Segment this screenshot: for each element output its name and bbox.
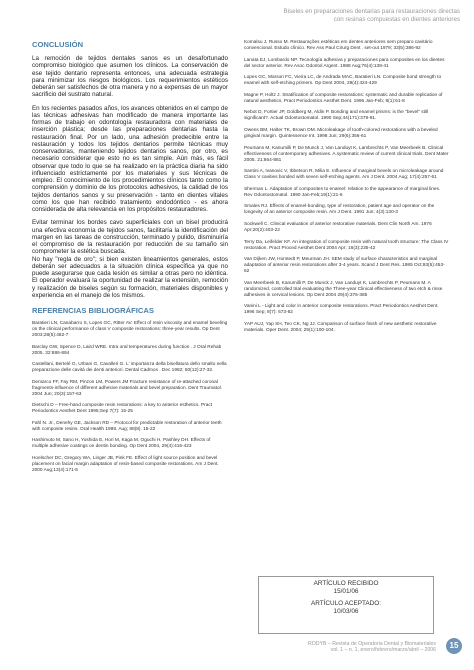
running-head-line-2: con resinas compuestas en dientes anteriores [333, 16, 460, 23]
conclusion-heading: CONCLUSIÓN [32, 40, 84, 49]
right-column [244, 40, 449, 340]
reference-item: Komalsu J, Russo M. Restaurações estéticas em dentes anteriores sem preparo cavitário convencional. Estudo clínico. Rev Ass Paul Cirurg Dent . set-out 1979; 33(5):386-92 [244, 40, 433, 51]
reference-item: Sherman L. Adaptation of composites to enamel: relation to the appearance of marginal lines. Rev Odontostomatol. 1990 Jan-Feb;19(1):21-6 [244, 186, 441, 198]
reference-item: Baratieri LN, Canabarro S, Lopes GC, Ritter AV. Effect of resin viscosity and enamel beveling on the clinical performance of class V composite restorations: three-year results. Op Dent 2003;28(5):482-7 [32, 321, 228, 338]
reference-item: Lanata EJ, Lombardo NP. Tecnología adhesiva y preparaciones para composites en los dientes del sector anterior. Rev Asoc Odontol Argent. 1988 Aug;76(4):138-41 [244, 57, 445, 69]
left-column [32, 40, 228, 479]
running-head-line-1: Biseles en preparaciones dentarias para restauraciones directas [283, 8, 460, 15]
reference-item: Smales RJ. Effects of enamel-bonding, type of restoration, patient age and operator on the longevity of an anterior composite resin. Am J Dent. 1991 Jun; 4(3):130-3 [244, 204, 435, 216]
reference-item: Sockwell C. Clinical evaluation of anterior restorative materials. Dent Clin North Am. 1976 Apr;20(2):403-22 [244, 221, 432, 233]
reference-item: Castellani, Bertelé G, Urbani G, Cavalleri G. L' importanza della bisellatura dello smalto nella preparazione delle cavità dei denti anteriori. Dental Cadmos . Dec 1982; 50(12):27-32. [32, 362, 227, 373]
journal-issue: vol. 1 – n. 1, enero/febrero/marzo/abril – 2006 [330, 647, 436, 654]
reference-item: Fahl N. Jr., Denehy GE, Jackson RD – Protocol for predictable restoration of anterior teeth with composite resins. Oral Health 1998. Aug; 88(8). 15-22 [32, 420, 222, 432]
reference-item: Dietschi D – Free-hand composite resin restorations: a key to anterior esthetics. Pract Periodontics Aesthet Dent 1995;Sep 7(7): 15-25 [32, 403, 213, 414]
conclusion-paragraph: No hay "regla de oro"; si bien existen lineamientos generales, estos deberán ser adecuados a la situación clínica específica ya que no puede asegurarse que cada lesión es similar a otras pero no idéntica. El operador evaluará la oportunidad de realizar la extensión, remoción y realización de biseles según su formación, materiales disponibles y experiencia en el manejo de los mismos. [32, 255, 228, 299]
reference-item: Van Dijken JW, Horstedt P, Meurman JH. SEM study of surface characteristics and marginal adaptation of anterior resin restorations after 3-4 years. Scand J Dent Res. 1985 Oct;93(5):453-62 [244, 257, 445, 275]
reference-item: Lopes GC, Marson FC, Vieira LC, de Andrada MAC, Baratieri LN. Composite bond strength to enamel with self-etching primers. Op Dent 2004, 29(4):424-429 [244, 75, 442, 87]
page-number: 15 [446, 638, 462, 654]
reference-item: Owens BM, Halter TK, Brown DM. Microleakage of tooth-colored restorations with a beveled gingival margin. Quintessence Int. 1998 Jun; 29(6):356-61 [244, 127, 438, 139]
references-heading: REFERENCIAS BIBLIOGRÁFICAS [32, 306, 154, 315]
conclusion-paragraph: La remoción de tejidos dentales sanos es un desafortunado compromiso biológico que asumen los clínicos. La conservación de ese tejido dentario representa entonces, una adecuada estrategia para minimizar los riesgos biológicos. Los requerimientos estéticos deberán ser satisfechos de otra manera y no a expensas de un mayor sacrificio del sustrato natural. [32, 55, 228, 99]
journal-name: RODYB – Revista de Operatoria Dental y Biomateriales [307, 641, 436, 647]
accepted-date: 10/03/06 [333, 607, 359, 615]
received-label: ARTÍCULO RECIBIDO [313, 580, 379, 587]
reference-item: Nebot D, Fortier JP, Goldberg M, Aldin P. Bonding and enamel prisms: is the "bevel" still significant?. Actual Odontostomatol. 1990 Sep;44(171):379-91. [244, 110, 429, 122]
reference-item: Hashimoto M, Sano H, Yoshida E, Hori M, Kaga M, Oguchi H, Pashley DH. Effects of multiple adhesive coatings on dentin bonding. Op Dent 2004, 29(4):416-423 [32, 438, 211, 449]
footer [176, 641, 436, 654]
accepted-label: ARTÍCULO ACEPTADO: [310, 600, 382, 608]
reference-item: Magne P, Holtz J. Stratification of composite restorations: systematic and durable replication of natural aesthetics. Pract Periodontics Aesthet Dent. 1996 Jan-Feb; 8(1):61-8 [244, 92, 443, 104]
conclusion-paragraph: Evitar terminar los bordes cavo superficiales con un bisel producirá una efectiva economía de tejidos sanos, facilitaría la identificación del margen en las tareas de construcción, terminado y pulido, disminuiría el compromiso de la restauración por reducción de su tamaño sin comprometer la estética buscada. [32, 219, 228, 256]
reference-item: Demarco FF, Fay RM, Pinzon LM, Powers JM Fracture resistance of re-attached coronal fragments-influence of different adhesive materials and bevel preparation. Dent Traumatol. 2004 Jun; 20(3):157-63 [32, 379, 223, 397]
reference-item: Barclay GW, Spence D, Laird WRE. Intra oral temperatures during function . J Oral Rehab 2005. 32:886-894 [32, 344, 222, 356]
reference-item: YAP AUJ, Yap SH, Teo CK, Ng JJ. Comparison of surface finish of new aesthetic restorative materials. Oper Dent. 2004; 29(1):100-104. [244, 321, 437, 333]
article-dates-box [258, 576, 434, 634]
reference-item: Vanini L - Light and color in anterior composite restorations. Pract Periodontics Aesthet Dent. 1996 Sep; 8(7): 673-82 [244, 304, 439, 316]
conclusion-paragraph: En los recientes pasados años, los avances obtenidos en el campo de las técnicas adhesivas han modificado de manera importante las formas de trabajo en odontología restauradora con materiales de inserción plástica; desde las preparaciones dentarias hasta la restauración final. Por un lado, una adhesión predecible entre la restauración y todos los tejidos dentarios permite técnicas muy conservadoras, manteniendo tejidos dentarios sanos, por otro, es necesario considerar que esto no es tan simple. Aún más, es fácil observar que todo lo que se ha realizado en la práctica diaria ha sido influenciado estrictamente por los materiales y sus técnicas de empleo. El conocimiento de los procedimientos clínicos tanto como la comprensión y dominio de los protocolos adhesivos, la calidad de los tejidos dentarios sanos y su preservación - tanto en dientes vitales como los que han recibido tratamiento endodóntico - es ahora considerada de alta relevancia en los propósitos restauradores. [32, 104, 228, 213]
reference-item: Terry Da, Leifelder KF. An integration of composite resin with natural tooth structure: The Class IV restoration. Pract Proced Aesthet Dent 2004 Apr; 16(3):235-42 [244, 239, 449, 251]
reference-item: Santini A, Ivanovic V, Ibbetson R, Milia E. Influence of marginal bevels on microleakage around Class V cavities bonded with seven self-etching agents. Am J Dent. 2004 Aug; 17(4):257-61 [244, 169, 444, 181]
received-date: 15/01/06 [333, 587, 359, 595]
running-head [160, 8, 460, 24]
reference-item: Peumans M, Kanumilli P, De Munck J, Van Landuyt K, Lambrechts P, Van Meerbeek B. Clinical effectiveness of contemporary adhesives. A systematic review of current clinical trials. Dent Mater 2005. 21:864-881 [244, 145, 449, 163]
reference-item: Hoelscher DC, Gregory WA, Linger JB, Pink FE. Effect of light source position and bevel placement on facial margin adaptation of resin-based composite restorations. Am J Dent. 2000 Aug;13(4):171-5 [32, 455, 219, 473]
reference-item: Van Meerbeek B, Kanumilli P, De Munck J, Van Landuyt K, Lambrechts P, Peumans M. A randomized, controlled trial evaluating the Three-year Clinical effectiveness of two etch & rinse adhesives in cervical lesions. Op Dent 2004 29(4):376-385 [244, 280, 443, 298]
